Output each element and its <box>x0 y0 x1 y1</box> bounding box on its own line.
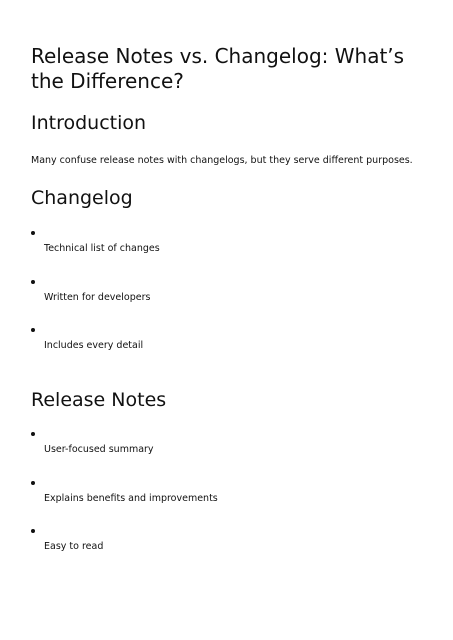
bullet-icon <box>31 432 35 436</box>
release-notes-heading: Release Notes <box>31 389 167 411</box>
changelog-item: Includes every detail <box>44 340 144 351</box>
introduction-paragraph: Many confuse release notes with changelogs, but they serve different purposes. <box>31 155 413 166</box>
release-notes-item: Explains benefits and improvements <box>44 493 218 504</box>
changelog-heading: Changelog <box>31 187 133 209</box>
changelog-item: Written for developers <box>44 292 151 303</box>
bullet-icon <box>31 529 35 533</box>
introduction-heading: Introduction <box>31 112 147 134</box>
changelog-item: Technical list of changes <box>44 243 160 254</box>
bullet-icon <box>31 231 35 235</box>
bullet-icon <box>31 481 35 485</box>
page-title: Release Notes vs. Changelog: What’s the Difference? <box>31 44 405 93</box>
bullet-icon <box>31 328 35 332</box>
release-notes-item: User-focused summary <box>44 444 154 455</box>
release-notes-item: Easy to read <box>44 541 104 552</box>
bullet-icon <box>31 280 35 284</box>
